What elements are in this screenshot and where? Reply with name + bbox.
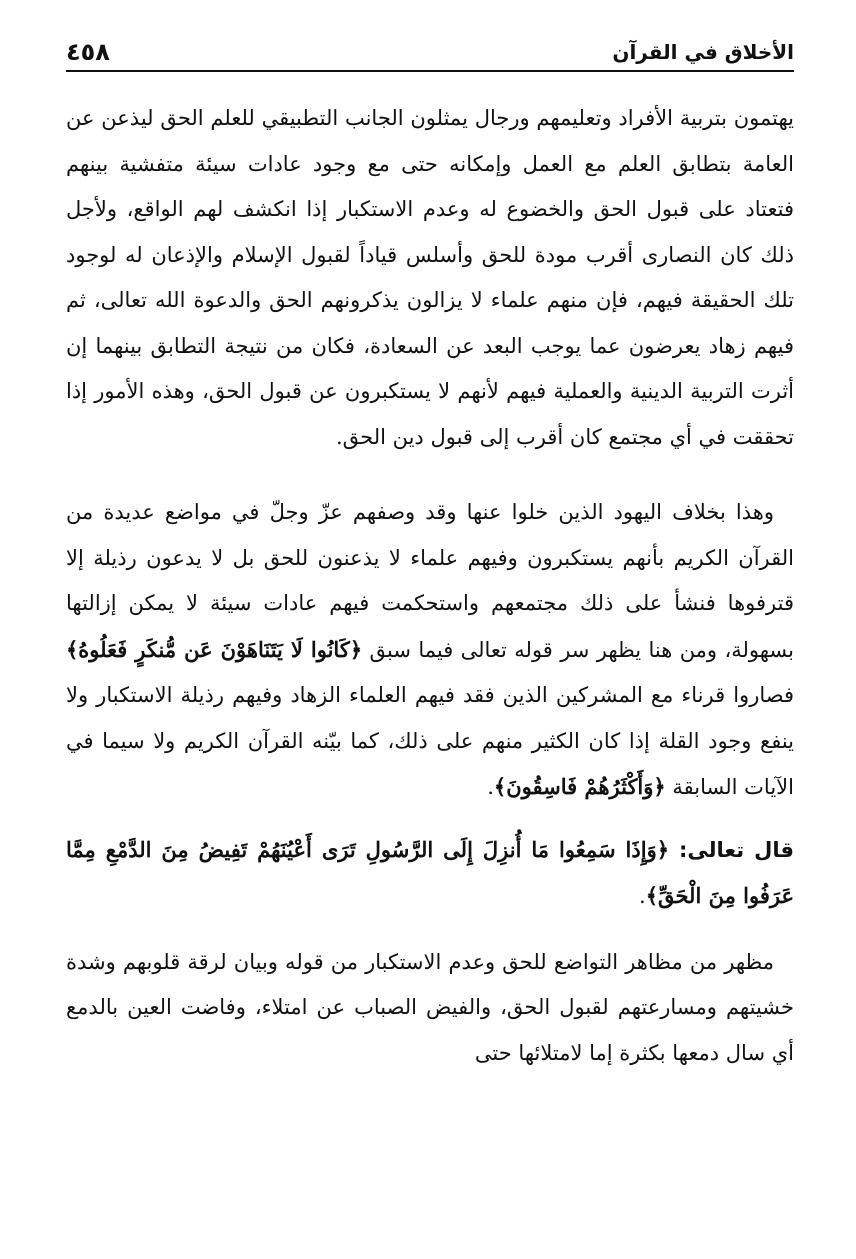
- paragraph-2: [66, 490, 794, 811]
- paragraph-2-text-end: .: [487, 775, 494, 799]
- quran-verse-3: ﴿وَإِذَا سَمِعُوا مَا أُنزِلَ إِلَى الرَّسُولِ تَرَى أَعْيُنَهُمْ تَفِيضُ مِنَ الدَّمْعِ مِمَّا عَرَفُوا مِنَ الْحَقِّ﴾: [66, 836, 794, 908]
- paragraph-3-text-end: .: [639, 884, 646, 908]
- quran-verse-1: ﴿كَانُوا لَا يَتَنَاهَوْنَ عَن مُّنكَرٍ فَعَلُوهُ﴾: [66, 636, 363, 662]
- paragraph-1: يهتمون بتربية الأفراد وتعليمهم ورجال يمثلون الجانب التطبيقي للعلم الحق ليذعن عن العامة بتطابق العلم مع العمل وإمكانه حتى مع وجود عادات سيئة متفشية بينهم فتعتاد على قبول الحق والخضوع له وعدم الاستكبار إذا انكشف لهم الواقع، ولأجل ذلك كان النصارى أقرب مودة للحق وأسلس قياداً لقبول الإسلام والإذعان له لوجود تلك الحقيقة فيهم، فإن منهم علماء لا يزالون يذكرونهم الحق والدعوة الله تعالى، ثم فيهم زهاد يعرضون عما يوجب البعد عن السعادة، فكان من نتيجة التطابق بينهما إن أثرت التربية الدينية والعملية فيهم لأنهم لا يستكبرون عن قبول الحق، وهذه الأمور إذا تحققت في أي مجتمع كان أقرب إلى قبول دين الحق.: [66, 106, 794, 449]
- book-title: الأخلاق في القرآن: [612, 40, 794, 64]
- paragraph-3: [66, 827, 794, 920]
- quran-verse-2: ﴿وَأَكْثَرُهُمْ فَاسِقُونَ﴾: [493, 774, 666, 799]
- running-header: [66, 34, 794, 72]
- book-page: [66, 0, 794, 1259]
- paragraph-4: مظهر من مظاهر التواضع للحق وعدم الاستكبار من قوله وبيان لرقة قلوبهم وشدة خشيتهم ومسارعتهم لقبول الحق، والفيض الصباب عن امتلاء، وفاضت العين بالدمع أي سال دمعها بكثرة إما لامتلائها حتى: [66, 949, 794, 1065]
- paragraph-2-text-a: وهذا بخلاف اليهود الذين خلوا عنها وقد وصفهم عزّ وجلّ في مواضع عديدة من القرآن الكريم بأنهم يستكبرون وفيهم علماء لا يذعنون للحق بل لا يدعون رذيلة إلا قترفوها فنشأ على ذلك مجتمعهم واستحكمت فيهم عادات سيئة لا يمكن إزالتها بسهولة، ومن هنا يظهر سر قوله تعالى فيما سبق: [66, 500, 794, 662]
- page-body: [66, 96, 794, 1076]
- page-number: ٤٥٨: [66, 38, 110, 66]
- paragraph-2-text-b: فصاروا قرناء مع المشركين الذين فقد فيهم العلماء الزهاد وفيهم رذيلة الاستكبار ولا ينفع وجود القلة إذا كان الكثير منهم على ذلك، كما بيّنه القرآن الكريم ولا سيما في الآيات السابقة: [66, 683, 794, 799]
- verse-intro-label: قال تعالى:: [669, 837, 795, 862]
